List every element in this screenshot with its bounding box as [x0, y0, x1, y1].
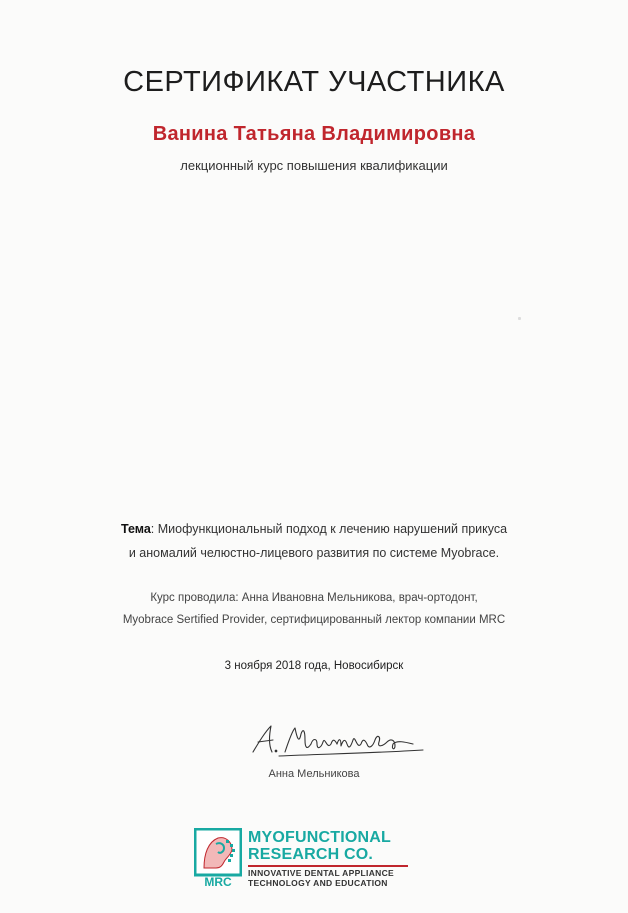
date-place: 3 ноября 2018 года, Новосибирск — [224, 660, 404, 672]
theme-line-1 — [0, 517, 628, 541]
recipient-name: Ванина Татьяна Владимировна — [152, 123, 476, 145]
logo-subtitle-line-2: TECHNOLOGY AND EDUCATION — [248, 878, 388, 888]
certificate-title: СЕРТИФИКАТ УЧАСТНИКА — [123, 66, 505, 98]
logo-title — [248, 829, 391, 863]
logo-subtitle — [248, 868, 394, 888]
mrc-logo — [194, 826, 420, 890]
handwritten-signature — [245, 720, 445, 760]
logo-subtitle-line-1: INNOVATIVE DENTAL APPLIANCE — [248, 868, 394, 878]
theme-block — [0, 517, 628, 565]
lecturer-block — [0, 587, 628, 631]
theme-line-2: и аномалий челюстно-лицевого развития по системе Myobrace. — [128, 546, 500, 560]
logo-title-line-2: RESEARCH CO. — [248, 846, 374, 863]
paper-speck — [518, 317, 521, 320]
lecturer-line-1: Курс проводила: Анна Ивановна Мельникова, врач-ортодонт, — [150, 592, 478, 604]
mrc-logo-letters: MRC — [204, 875, 232, 888]
signer-name: Анна Мельникова — [268, 768, 360, 780]
theme-text-1: : Миофункциональный подход к лечению нарушений прикуса — [150, 522, 508, 536]
mrc-logo-mark — [194, 828, 242, 888]
lecturer-line-2: Myobrace Sertified Provider, сертифицированный лектор компании MRC — [122, 614, 506, 626]
theme-label: Тема — [120, 522, 151, 536]
logo-divider — [248, 865, 408, 867]
course-type: лекционный курс повышения квалификации — [180, 158, 448, 173]
logo-title-line-1: MYOFUNCTIONAL — [248, 829, 392, 846]
